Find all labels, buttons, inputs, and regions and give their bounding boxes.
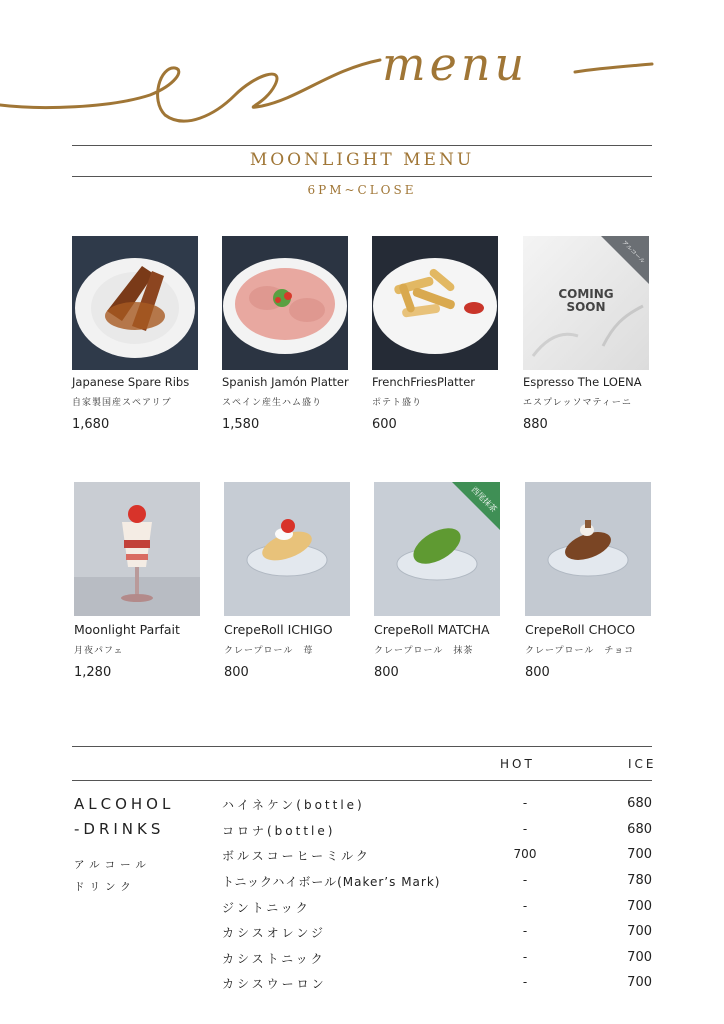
- drink-name: ボルスコーヒーミルク: [222, 849, 371, 863]
- menu-item-french-fries[interactable]: [372, 236, 498, 432]
- item-name-en: FrenchFriesPlatter: [372, 375, 475, 389]
- item-name-jp: 自家製国産スペアリブ: [72, 398, 172, 408]
- item-name-jp: ポテト盛り: [372, 398, 423, 408]
- menu-hours: 6PM~CLOSE: [307, 183, 417, 197]
- category-title-jp-1: アルコール: [74, 859, 151, 871]
- category-title-en-1: ALCOHOL: [74, 795, 175, 813]
- matcha-badge: 西尾抹茶: [469, 485, 499, 514]
- category-title-en-2: -DRINKS: [74, 820, 165, 838]
- drink-row[interactable]: [222, 796, 652, 816]
- drinks-top-rule: [72, 746, 652, 747]
- drink-ice-price: 780: [627, 873, 652, 888]
- drink-ice-price: 680: [627, 796, 652, 811]
- item-name-en: CrepeRoll ICHIGO: [224, 622, 333, 637]
- item-name-en: Espresso The LOENA: [523, 375, 642, 389]
- menu-item-creperoll-ichigo[interactable]: [224, 482, 350, 680]
- drink-ice-price: 680: [627, 822, 652, 837]
- jamon-platter-photo: [222, 236, 348, 370]
- category-title-jp-2: ドリンク: [74, 881, 136, 893]
- drink-name: ハイネケン(bottle): [222, 798, 365, 812]
- drink-row[interactable]: [222, 899, 652, 919]
- item-name-jp: クレープロール 抹茶: [374, 646, 474, 656]
- drink-hot-price: -: [522, 822, 528, 836]
- ice-column-header: ICE: [628, 757, 657, 771]
- hot-column-header: HOT: [500, 757, 535, 771]
- item-name-en: CrepeRoll MATCHA: [374, 622, 490, 637]
- item-price: 880: [523, 417, 548, 432]
- item-name-en: Spanish Jamón Platter: [222, 375, 349, 389]
- item-name-en: Moonlight Parfait: [74, 622, 180, 637]
- item-name-jp: エスプレッソマティーニ: [523, 398, 632, 408]
- drink-ice-price: 700: [627, 847, 652, 862]
- drink-row[interactable]: [222, 873, 652, 893]
- drink-hot-price: 700: [513, 847, 537, 861]
- item-price: 800: [525, 665, 550, 680]
- french-fries-photo: [372, 236, 498, 370]
- spare-ribs-photo: [72, 236, 198, 370]
- item-price: 800: [224, 665, 249, 680]
- item-price: 1,280: [74, 665, 112, 680]
- menu-script-logo: [0, 0, 724, 140]
- drink-ice-price: 700: [627, 899, 652, 914]
- drink-hot-price: -: [522, 924, 528, 938]
- item-name-jp: 月夜パフェ: [74, 646, 124, 656]
- drink-hot-price: -: [522, 899, 528, 913]
- item-price: 800: [374, 665, 399, 680]
- item-name-jp: クレープロール チョコ: [525, 646, 635, 656]
- item-name-en: Japanese Spare Ribs: [72, 375, 190, 389]
- drink-hot-price: -: [522, 975, 528, 989]
- coming-soon-photo: [523, 236, 649, 370]
- drink-row[interactable]: [222, 924, 652, 944]
- menu-title: MOONLIGHT MENU: [249, 150, 475, 170]
- drink-row[interactable]: [222, 975, 652, 995]
- drink-hot-price: -: [522, 796, 528, 810]
- drink-name: コロナ(bottle): [222, 824, 336, 838]
- title-bottom-rule: [72, 176, 652, 177]
- menu-item-moonlight-parfait[interactable]: [74, 482, 200, 680]
- crepe-matcha-photo: [374, 482, 500, 616]
- drink-ice-price: 700: [627, 975, 652, 990]
- item-price: 1,580: [222, 417, 260, 432]
- drink-row[interactable]: [222, 847, 652, 867]
- menu-item-jamon-platter[interactable]: [222, 236, 348, 432]
- crepe-choco-photo: [525, 482, 651, 616]
- crepe-strawberry-photo: [224, 482, 350, 616]
- menu-item-spare-ribs[interactable]: [72, 236, 198, 432]
- drink-ice-price: 700: [627, 950, 652, 965]
- coming-soon-text: COMING SOON: [558, 287, 614, 314]
- parfait-photo: [74, 482, 200, 616]
- item-name-jp: クレープロール 苺: [224, 646, 314, 656]
- menu-script-text: menu: [382, 37, 529, 91]
- drink-name: カシストニック: [222, 952, 326, 966]
- item-name-en: CrepeRoll CHOCO: [525, 622, 636, 637]
- drink-row[interactable]: [222, 822, 652, 842]
- drink-row[interactable]: [222, 950, 652, 970]
- drink-name: カシスウーロン: [222, 977, 327, 991]
- drink-name: カシスオレンジ: [222, 926, 327, 940]
- title-top-rule: [72, 145, 652, 146]
- menu-item-creperoll-choco[interactable]: [525, 482, 651, 680]
- alcohol-badge: アルコール: [620, 239, 647, 266]
- drinks-header-rule: [72, 780, 652, 781]
- item-name-jp: スペイン産生ハム盛り: [222, 398, 323, 408]
- drink-hot-price: -: [522, 950, 528, 964]
- item-price: 600: [372, 417, 397, 432]
- item-price: 1,680: [72, 417, 110, 432]
- menu-item-creperoll-matcha[interactable]: [374, 482, 500, 680]
- drink-name: トニックハイボール(Maker’s Mark): [222, 875, 441, 889]
- drink-hot-price: -: [522, 873, 528, 887]
- drink-ice-price: 700: [627, 924, 652, 939]
- menu-item-espresso-loena[interactable]: [523, 236, 649, 432]
- drink-name: ジントニック: [222, 901, 311, 915]
